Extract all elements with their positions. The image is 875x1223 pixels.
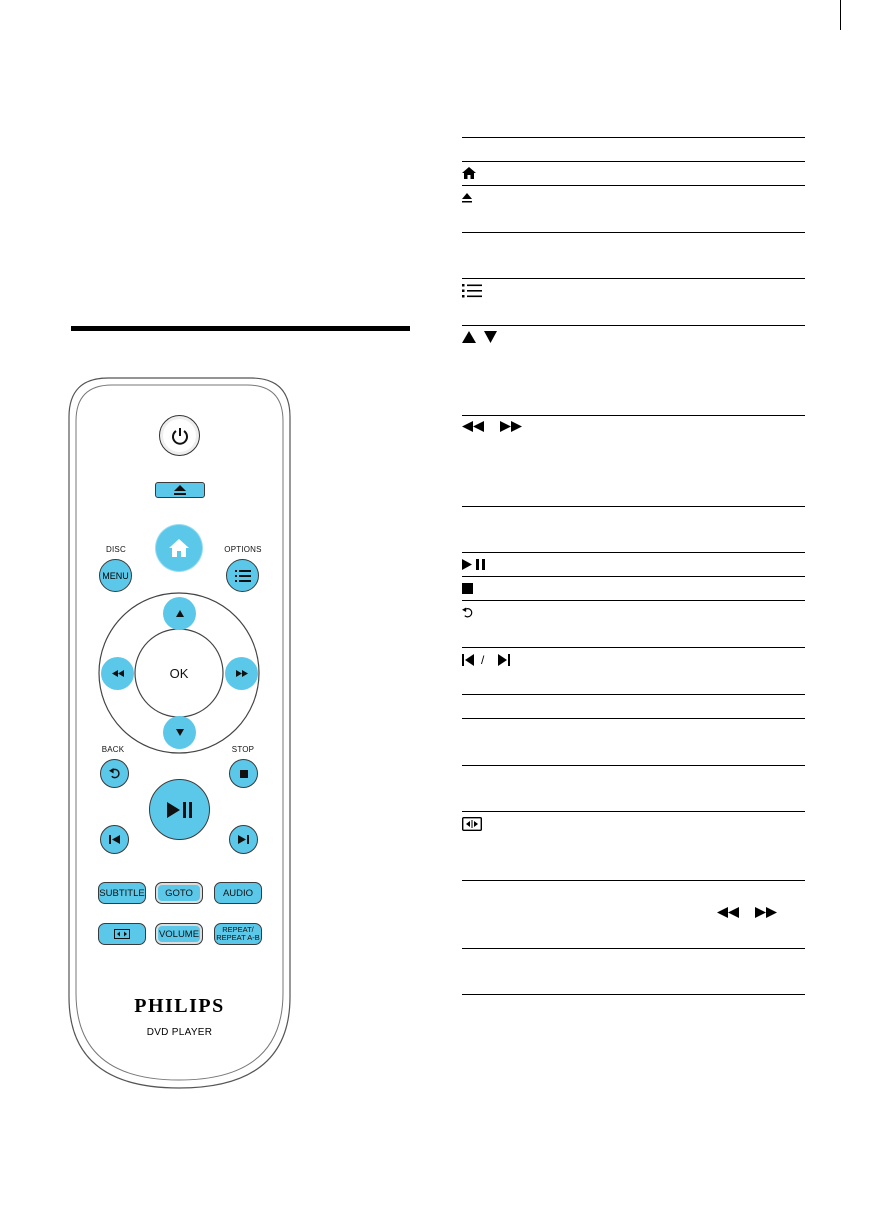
stop-label: STOP bbox=[231, 745, 255, 754]
up-button[interactable] bbox=[163, 597, 196, 630]
ok-label: OK bbox=[169, 665, 189, 681]
back-button[interactable] bbox=[100, 759, 129, 788]
down-arrow-icon bbox=[176, 729, 184, 736]
eject-icon bbox=[462, 192, 472, 204]
table-rule bbox=[462, 718, 805, 719]
up-down-arrows-icon bbox=[462, 331, 498, 343]
options-label: OPTIONS bbox=[224, 545, 262, 554]
previous-button[interactable] bbox=[100, 825, 129, 854]
table-rule bbox=[462, 576, 805, 577]
table-rule bbox=[462, 185, 805, 186]
stop-icon bbox=[240, 770, 248, 778]
power-icon bbox=[170, 426, 190, 446]
table-rule bbox=[462, 811, 805, 812]
table-rule bbox=[462, 325, 805, 326]
aspect-ratio-icon bbox=[114, 929, 130, 939]
power-button[interactable] bbox=[159, 415, 200, 456]
table-rule bbox=[462, 994, 805, 995]
subtitle-button[interactable] bbox=[98, 882, 146, 904]
rewind-forward-icon bbox=[462, 421, 522, 432]
table-rule bbox=[462, 948, 805, 949]
home-icon bbox=[462, 167, 476, 179]
down-button[interactable] bbox=[163, 716, 196, 749]
up-arrow-icon bbox=[176, 610, 184, 617]
product-name: DVD PLAYER bbox=[146, 1027, 213, 1038]
table-rule bbox=[462, 506, 805, 507]
back-icon bbox=[109, 768, 120, 779]
table-rule bbox=[462, 161, 805, 162]
audio-button[interactable] bbox=[214, 882, 262, 904]
eject-button[interactable] bbox=[155, 482, 205, 498]
stop-icon bbox=[462, 583, 473, 594]
repeat-label-line2: REPEAT A-B bbox=[216, 933, 260, 942]
table-rule bbox=[462, 600, 805, 601]
table-rule bbox=[462, 415, 805, 416]
play-pause-button[interactable] bbox=[149, 779, 210, 840]
volume-label: VOLUME bbox=[158, 928, 200, 940]
aspect-ratio-icon bbox=[462, 817, 482, 831]
eject-icon bbox=[174, 485, 186, 495]
disc-menu-button[interactable] bbox=[99, 559, 132, 592]
table-rule bbox=[462, 694, 805, 695]
fast-forward-icon bbox=[236, 670, 248, 677]
home-button[interactable] bbox=[156, 525, 202, 571]
ok-button[interactable] bbox=[156, 650, 202, 696]
next-button[interactable] bbox=[229, 825, 258, 854]
brand-logo: PHILIPS bbox=[134, 995, 225, 1017]
table-rule bbox=[462, 552, 805, 553]
table-rule bbox=[462, 765, 805, 766]
back-label: BACK bbox=[101, 745, 125, 754]
back-icon bbox=[462, 607, 473, 618]
aspect-ratio-button[interactable] bbox=[98, 923, 146, 945]
volume-button[interactable] bbox=[155, 923, 203, 945]
table-rule bbox=[462, 137, 805, 138]
audio-label: AUDIO bbox=[222, 887, 254, 899]
home-icon bbox=[169, 539, 189, 557]
options-button[interactable] bbox=[226, 559, 259, 592]
menu-label: MENU bbox=[102, 570, 129, 581]
play-pause-icon bbox=[462, 559, 498, 570]
fast-forward-button[interactable] bbox=[225, 657, 258, 690]
rewind-icon bbox=[112, 670, 124, 677]
table-rule bbox=[462, 278, 805, 279]
table-rule bbox=[462, 880, 805, 881]
next-icon bbox=[238, 835, 249, 844]
repeat-button[interactable] bbox=[214, 923, 262, 945]
table-rule bbox=[462, 232, 805, 233]
rewind-button[interactable] bbox=[101, 657, 134, 690]
previous-next-icon bbox=[462, 654, 514, 666]
previous-icon bbox=[109, 835, 120, 844]
stop-button[interactable] bbox=[229, 759, 258, 788]
options-list-icon bbox=[462, 283, 482, 299]
section-heading-rule bbox=[71, 326, 410, 331]
remote-control-illustration bbox=[68, 377, 291, 1089]
goto-label: GOTO bbox=[165, 887, 193, 899]
page-edge-rule bbox=[840, 0, 841, 30]
subtitle-label: SUBTITLE bbox=[99, 887, 145, 899]
play-pause-icon bbox=[167, 802, 193, 818]
repeat-label-line1: REPEAT/ bbox=[222, 925, 254, 934]
table-rule bbox=[462, 647, 805, 648]
disc-label: DISC bbox=[106, 545, 126, 554]
svg-text:/: / bbox=[481, 654, 485, 666]
options-list-icon bbox=[235, 570, 251, 582]
goto-button[interactable] bbox=[155, 882, 203, 904]
rewind-forward-icon bbox=[717, 907, 777, 918]
